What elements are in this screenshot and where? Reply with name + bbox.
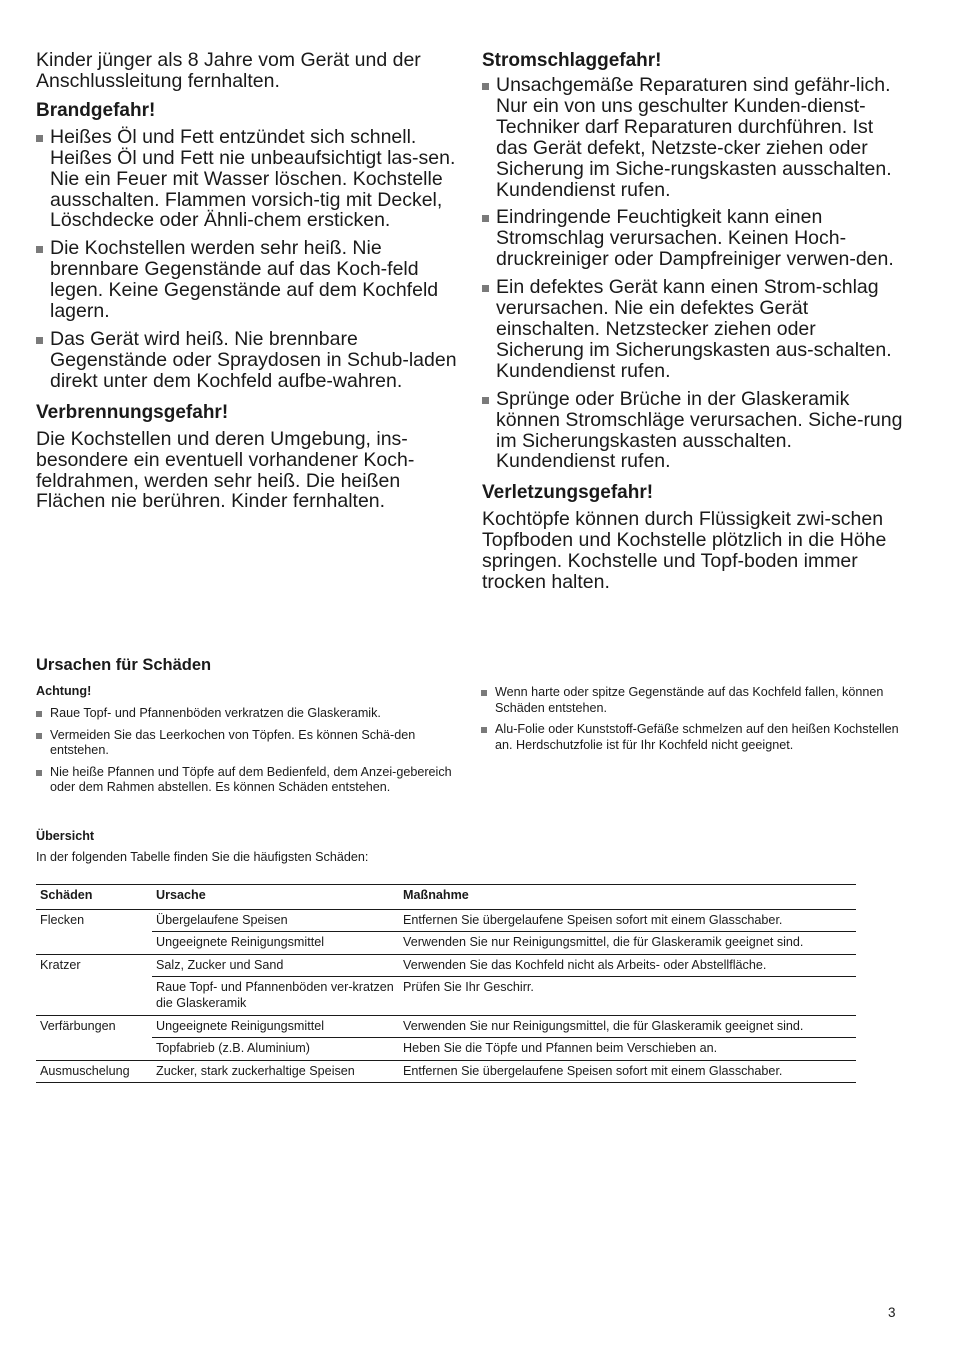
damage-cell: Verfärbungen [36,1015,152,1060]
shock-hazard-heading: Stromschlaggefahr! [482,50,662,71]
list-item: Unsachgemäße Reparaturen sind gefähr-lich. Nur ein von uns geschulter Kunden-dienst-Techniker darf Reparaturen durchführen. Ist das Gerät defekt, Netzste-cker ziehen oder Sicherung im Siche-rungskasten ausschalten. Kundendienst rufen. [482,75,906,200]
list-item: Ein defektes Gerät kann einen Strom-schlag verursachen. Nie ein defektes Gerät einschalten. Netzstecker ziehen oder Sicherung im Sicherungskasten aus-schalten. Kundendienst rufen. [482,277,906,382]
header-cause: Ursache [152,885,399,910]
injury-hazard-heading: Verletzungsgefahr! [482,482,654,504]
action-cell: Entfernen Sie übergelaufene Speisen sofort mit einem Glasschaber. [403,912,783,927]
damage-right-column [481,685,906,753]
damage-cell: Flecken [40,912,85,927]
damage-cell: Kratzer [36,954,152,1015]
cause-cell: Übergelaufene Speisen [156,912,288,927]
cause-cell: Salz, Zucker und Sand [152,954,399,977]
cause-cell: Ungeeignete Reinigungsmittel [152,1015,399,1038]
action-cell: Verwenden Sie das Kochfeld nicht als Arbeits- oder Abstellfläche. [399,954,856,977]
cause-cell: Raue Topf- und Pfannenböden ver-kratzen die Glaskeramik [152,977,399,1015]
list-item: Das Gerät wird heiß. Nie brennbare Gegenstände oder Spraydosen in Schub-laden direkt unter dem Kochfeld aufbe-wahren. [36,329,464,392]
damage-left-column [36,684,458,796]
list-item: Die Kochstellen werden sehr heiß. Nie brennbare Gegenstände auf das Koch-feld legen. Keine Gegenstände auf dem Kochfeld lagern. [36,238,464,322]
burn-hazard-text: Die Kochstellen und deren Umgebung, ins-besondere ein eventuell vorhandener Koch-feldrahmen, werden sehr heiß. Die heißen Flächen nie berühren. Kinder fernhalten. [36,427,415,513]
damage-cell: Ausmuschelung [36,1060,152,1083]
action-cell: Verwenden Sie nur Reinigungsmittel, die für Glaskeramik geeignet sind. [399,932,856,955]
table-row [36,932,856,955]
header-action: Maßnahme [399,885,856,910]
intro-text: Kinder jünger als 8 Jahre vom Gerät und der Anschlussleitung fernhalten. [36,49,421,92]
table-row [36,1015,856,1038]
action-cell: Verwenden Sie nur Reinigungsmittel, die für Glaskeramik geeignet sind. [399,1015,856,1038]
action-cell: Heben Sie die Töpfe und Pfannen beim Verschieben an. [399,1038,856,1061]
damage-left-list [36,706,458,796]
injury-hazard-text: Kochtöpfe können durch Flüssigkeit zwi-schen Topfboden und Kochstelle plötzlich in die Höhe springen. Kochstelle und Topf-boden immer trocken halten. [482,508,887,594]
list-item: Alu-Folie oder Kunststoff-Gefäße schmelzen auf den heißen Kochstellen an. Herdschutzfolie ist für Ihr Kochfeld nicht geeignet. [481,722,906,753]
table-header-row [36,885,856,910]
list-item: Raue Topf- und Pfannenböden verkratzen die Glaskeramik. [36,706,458,722]
fire-hazard-list [36,127,464,392]
list-item: Vermeiden Sie das Leerkochen von Töpfen. Es können Schä-den entstehen. [36,728,458,759]
table-row [36,1038,856,1061]
list-item: Heißes Öl und Fett entzündet sich schnell. Heißes Öl und Fett nie unbeaufsichtigt las-sen. Nie ein Feuer mit Wasser löschen. Kochstelle ausschalten. Flammen vorsich-tig mit Deckel, Löschdecke oder Ähnli-chem ersticken. [36,127,464,232]
table-row [36,977,856,1015]
cause-cell: Topfabrieb (z.B. Aluminium) [152,1038,399,1061]
right-column [482,50,906,593]
list-item: Nie heiße Pfannen und Töpfe auf dem Bedienfeld, dem Anzei-gebereich oder dem Rahmen abstellen. Es können Schäden entstehen. [36,765,458,796]
fire-hazard-heading: Brandgefahr! [36,99,156,121]
table-row [36,909,856,932]
list-item: Wenn harte oder spitze Gegenstände auf das Kochfeld fallen, können Schäden entstehen. [481,685,906,716]
action-cell: Entfernen Sie übergelaufene Speisen sofort mit einem Glasschaber. [399,1060,856,1083]
damage-heading: Ursachen für Schäden [36,656,212,674]
page-number: 3 [888,1305,896,1320]
cause-cell: Zucker, stark zuckerhaltige Speisen [152,1060,399,1083]
overview-heading: Übersicht [36,829,95,843]
overview-block [36,829,636,866]
cause-cell: Ungeeignete Reinigungsmittel [152,932,399,955]
list-item: Sprünge oder Brüche in der Glaskeramik können Stromschläge verursachen. Siche-rung im Sicherungskasten ausschalten. Kundendienst rufen. [482,389,906,473]
header-damage: Schäden [36,885,152,910]
attention-label: Achtung! [36,684,92,698]
shock-hazard-list [482,75,906,472]
table-row [36,954,856,977]
overview-text: In der folgenden Tabelle finden Sie die häufigsten Schäden: [36,850,369,864]
action-cell: Prüfen Sie Ihr Geschirr. [399,977,856,1015]
damage-table [36,884,856,1083]
left-column [36,50,464,512]
list-item: Eindringende Feuchtigkeit kann einen Stromschlag verursachen. Keinen Hoch-druckreiniger oder Dampfreiniger verwen-den. [482,207,906,270]
burn-hazard-heading: Verbrennungsgefahr! [36,401,229,423]
table-row [36,1060,856,1083]
